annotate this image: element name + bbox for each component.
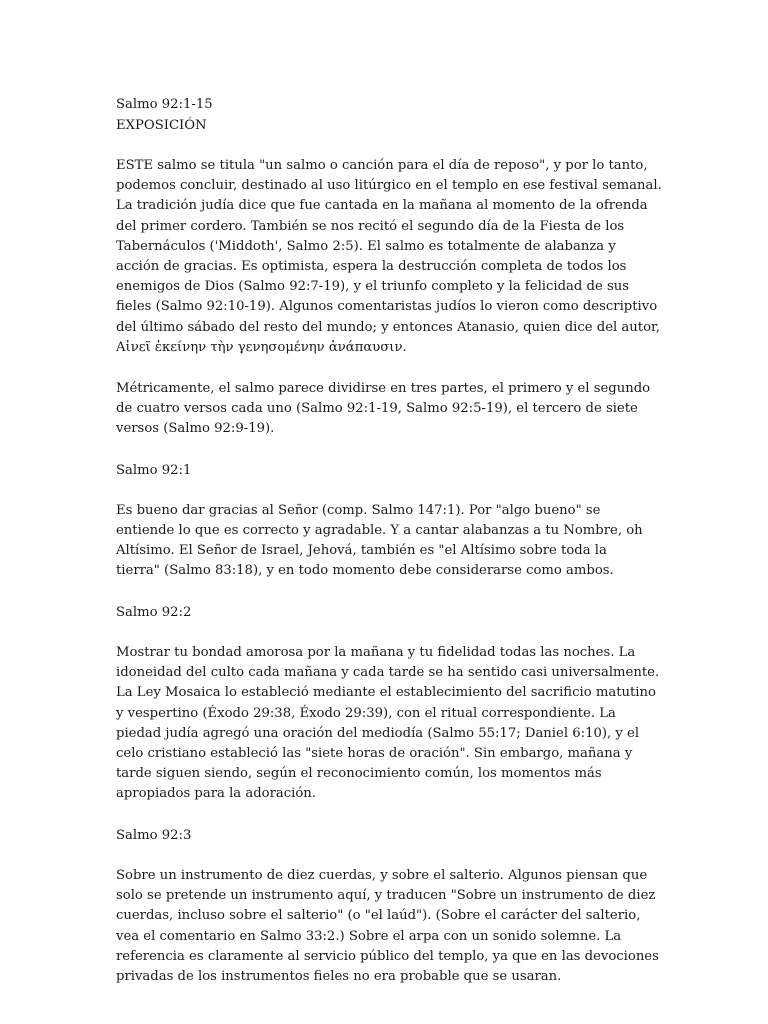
paragraph-line: acción de gracias. Es optimista, espera la destrucción completa de todos los [116,259,627,275]
paragraph-line: apropiados para la adoración. [116,786,316,802]
paragraph-line: Métricamente, el salmo parece dividirse en tres partes, el primero y el segundo [116,380,651,396]
document-subtitle: EXPOSICIÓN [116,118,207,133]
paragraph-line: ESTE salmo se titula "un salmo o canción para el día de reposo", y por lo tanto, [116,158,648,173]
paragraph-line: de cuatro versos cada uno (Salmo 92:1-19, Salmo 92:5-19), el tercero de siete [116,400,638,416]
paragraph-line: del primer cordero. También se nos recitó el segundo día de la Fiesta de los [116,218,625,234]
section-heading: Salmo 92:3 [116,828,192,844]
paragraph-line: La Ley Mosaica lo estableció mediante el establecimiento del sacrificio matutino [116,685,656,701]
paragraph-line: referencia es claramente al servicio público del templo, ya que en las devociones [116,948,659,964]
paragraph-line: podemos concluir, destinado al uso litúrgico en el templo en ese festival semanal. [116,178,662,194]
paragraph-line: Es bueno dar gracias al Señor (comp. Salmo 147:1). Por "algo bueno" se [116,502,601,518]
paragraph-line: piedad judía agregó una oración del mediodía (Salmo 55:17; Daniel 6:10), y el [116,725,640,741]
paragraph [116,643,668,805]
paragraph-line: Sobre un instrumento de diez cuerdas, y sobre el salterio. Algunos piensan que [116,868,648,884]
section-heading: Salmo 92:1 [116,462,192,478]
paragraph-line: Altísimo. El Señor de Israel, Jehová, también es "el Altísimo sobre toda la [116,543,607,559]
paragraph-line: Αἰνεῖ ἐκείνην τὴν γενησομένην ἀνάπαυσιν. [116,339,407,355]
paragraph [116,379,668,440]
paragraph-line: cuerdas, incluso sobre el salterio" (o "el laúd"). (Sobre el carácter del salterio, [116,908,641,924]
paragraph-line: celo cristiano estableció las "siete horas de oración". Sin embargo, mañana y [116,745,633,761]
document-body [116,156,668,987]
paragraph-line: y vespertino (Éxodo 29:38, Éxodo 29:39), con el ritual correspondiente. La [116,705,616,721]
paragraph-line: privadas de los instrumentos fieles no era probable que se usaran. [116,969,562,985]
paragraph [116,156,668,358]
paragraph-line: entiende lo que es correcto y agradable. Y a cantar alabanzas a tu Nombre, oh [116,522,643,538]
paragraph-line: solo se pretende un instrumento aquí, y traducen "Sobre un instrumento de diez [116,888,656,904]
paragraph-line: tierra" (Salmo 83:18), y en todo momento debe considerarse como ambos. [116,563,614,579]
document-title: Salmo 92:1-15 [116,97,213,112]
paragraph-line: idoneidad del culto cada mañana y cada tarde se ha sentido casi universalmente. [116,665,660,681]
paragraph [116,501,668,582]
section-heading: Salmo 92:2 [116,604,192,620]
paragraph-line: versos (Salmo 92:9-19). [116,420,275,436]
paragraph-line: vea el comentario en Salmo 33:2.) Sobre el arpa con un sonido solemne. La [116,928,622,944]
paragraph-line: fieles (Salmo 92:10-19). Algunos comentaristas judíos lo vieron como descriptivo [116,299,658,315]
paragraph-line: del último sábado del resto del mundo; y entonces Atanasio, quien dice del autor, [116,319,661,335]
paragraph-line: La tradición judía dice que fue cantada en la mañana al momento de la ofrenda [116,198,648,214]
document-header [116,94,668,136]
paragraph-line: tarde siguen siendo, según el reconocimiento común, los momentos más [116,766,602,782]
paragraph [116,866,668,987]
paragraph-line: enemigos de Dios (Salmo 92:7-19), y el triunfo completo y la felicidad de sus [116,279,630,295]
paragraph-line: Tabernáculos ('Middoth', Salmo 2:5). El salmo es totalmente de alabanza y [116,238,616,254]
paragraph-line: Mostrar tu bondad amorosa por la mañana y tu fidelidad todas las noches. La [116,644,636,660]
